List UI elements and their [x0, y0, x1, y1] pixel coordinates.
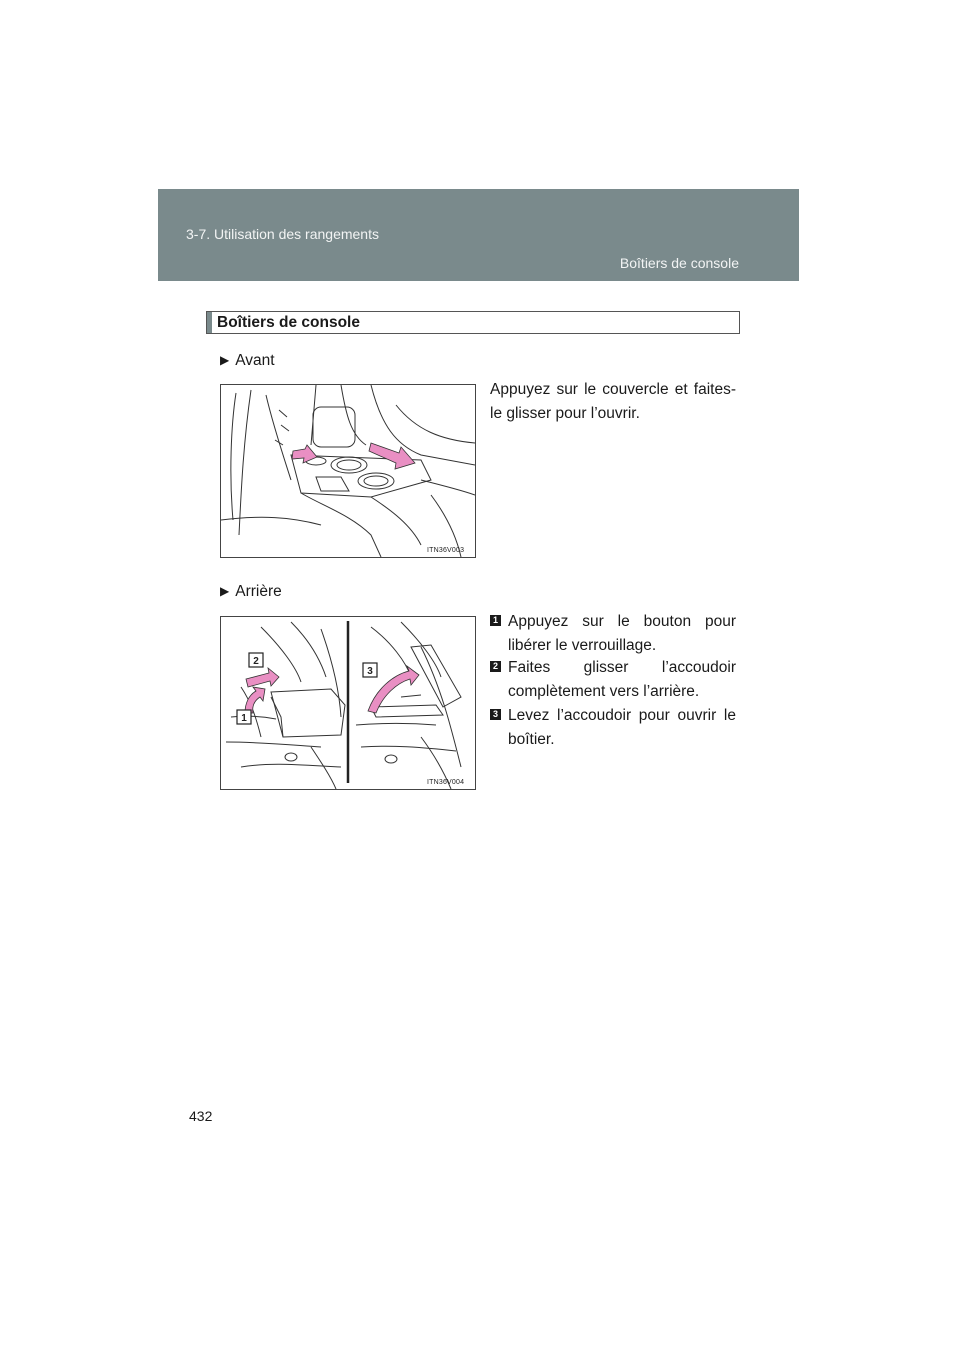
rear-armrest-figure — [220, 616, 476, 790]
section-title: Boîtiers de console — [217, 314, 360, 331]
step-number-badge: 2 — [490, 661, 501, 672]
header-band — [158, 189, 799, 281]
rear-figure-code: ITN36V004 — [427, 779, 465, 786]
section-breadcrumb: 3-7. Utilisation des rangements — [186, 226, 379, 242]
rear-heading — [220, 583, 282, 601]
step-text: Levez l’accoudoir pour ouvrir le boîtier. — [508, 707, 736, 748]
header-subtitle: Boîtiers de console — [619, 255, 739, 271]
rear-step — [490, 704, 736, 752]
rear-heading-label: Arrière — [235, 583, 282, 600]
title-accent-bar — [207, 312, 212, 333]
front-console-illustration — [221, 385, 475, 557]
front-figure-code: ITN36V003 — [427, 547, 465, 554]
figure-label-3: 3 — [367, 666, 373, 677]
step-text: Appuyez sur le bouton pour libérer le verrouillage. — [508, 613, 736, 654]
rear-step — [490, 656, 736, 704]
play-arrow-icon: ▶ — [220, 584, 230, 598]
front-heading-label: Avant — [235, 352, 275, 369]
step-number-badge: 3 — [490, 709, 501, 720]
figure-label-1: 1 — [241, 713, 247, 724]
step-number-badge: 1 — [490, 615, 501, 626]
step-text: Faites glisser l’accoudoir complètement vers l’arrière. — [508, 659, 736, 700]
play-arrow-icon: ▶ — [220, 353, 230, 367]
rear-step — [490, 610, 736, 658]
front-heading — [220, 352, 275, 370]
front-instruction: Appuyez sur le couvercle et faites-le glisser pour l’ouvrir. — [490, 381, 736, 422]
front-console-figure — [220, 384, 476, 558]
section-title-box — [206, 311, 740, 334]
page-number: 432 — [189, 1108, 213, 1124]
rear-armrest-illustration — [221, 617, 475, 789]
figure-label-2: 2 — [253, 656, 259, 667]
